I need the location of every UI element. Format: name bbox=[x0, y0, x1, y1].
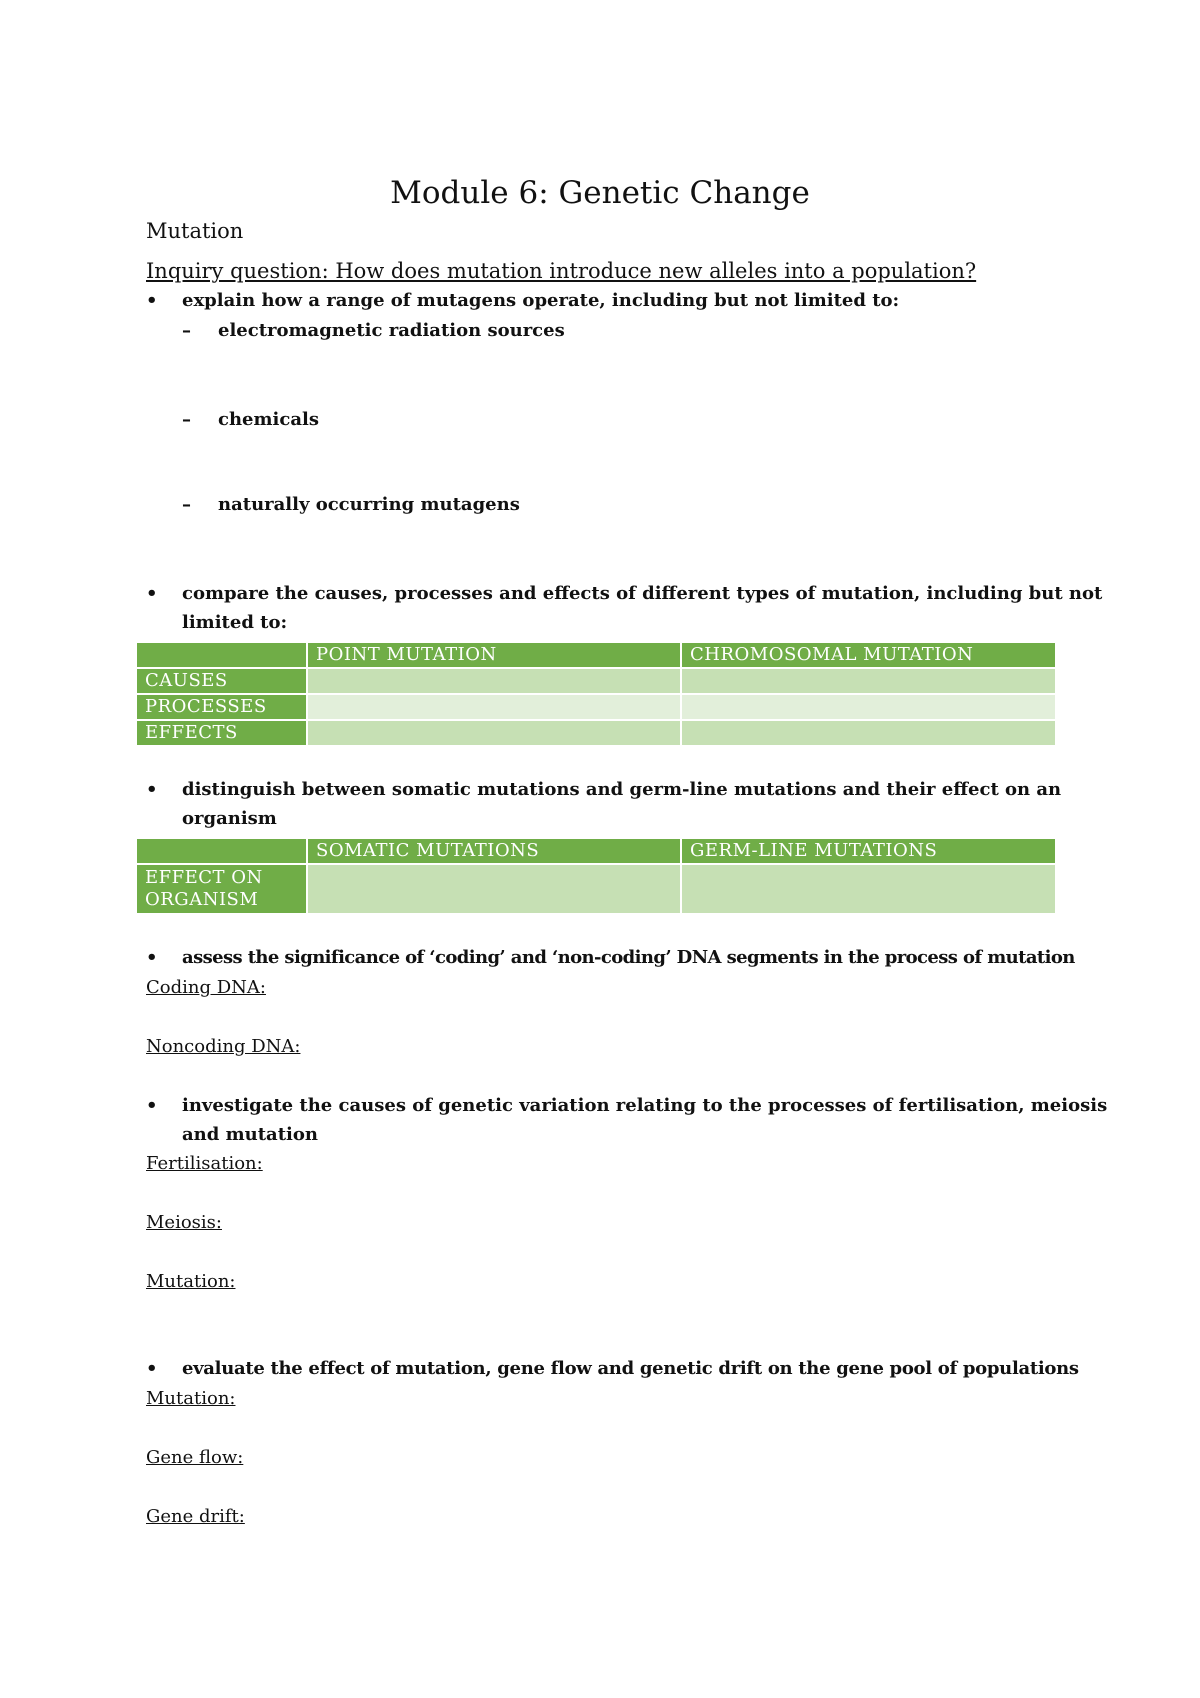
dash-icon: – bbox=[182, 320, 191, 341]
section-heading: Mutation bbox=[146, 219, 244, 243]
table-corner-cell bbox=[136, 642, 307, 668]
inquiry-question: Inquiry question: How does mutation introduce new alleles into a population? bbox=[146, 259, 977, 283]
sub-item-text: naturally occurring mutagens bbox=[218, 494, 520, 515]
table-row bbox=[136, 694, 1056, 720]
bullet-icon: • bbox=[146, 947, 158, 968]
table-cell[interactable] bbox=[307, 694, 681, 720]
bullet-text-cont: limited to: bbox=[182, 612, 288, 633]
noncoding-dna-label: Noncoding DNA: bbox=[146, 1036, 301, 1057]
page-title: Module 6: Genetic Change bbox=[390, 175, 810, 211]
bullet-text-cont: and mutation bbox=[182, 1124, 318, 1145]
gene-drift-label: Gene drift: bbox=[146, 1506, 245, 1527]
coding-dna-label: Coding DNA: bbox=[146, 977, 266, 998]
row-header bbox=[136, 864, 307, 914]
meiosis-label: Meiosis: bbox=[146, 1212, 222, 1233]
table-header-row bbox=[136, 838, 1056, 864]
dash-icon: – bbox=[182, 494, 191, 515]
row-header: PROCESSES bbox=[136, 694, 307, 720]
row-header-line: EFFECT ON bbox=[145, 867, 263, 888]
dash-icon: – bbox=[182, 409, 191, 430]
table-cell[interactable] bbox=[681, 864, 1056, 914]
bullet-text-cont: organism bbox=[182, 808, 277, 829]
sub-item-text: chemicals bbox=[218, 409, 319, 430]
somatic-germline-table bbox=[135, 837, 1057, 915]
bullet-icon: • bbox=[146, 779, 158, 800]
bullet-text: assess the significance of ‘coding’ and ‘non-coding’ DNA segments in the process of mutation bbox=[182, 947, 1075, 968]
bullet-text: evaluate the effect of mutation, gene flow and genetic drift on the gene pool of populations bbox=[182, 1358, 1079, 1379]
column-header: CHROMOSOMAL MUTATION bbox=[681, 642, 1056, 668]
table-row bbox=[136, 720, 1056, 746]
table-cell[interactable] bbox=[307, 668, 681, 694]
table-corner-cell bbox=[136, 838, 307, 864]
bullet-icon: • bbox=[146, 1095, 158, 1116]
bullet-icon: • bbox=[146, 1358, 158, 1379]
mutation-label: Mutation: bbox=[146, 1388, 236, 1409]
table-cell[interactable] bbox=[307, 864, 681, 914]
gene-flow-label: Gene flow: bbox=[146, 1447, 244, 1468]
bullet-icon: • bbox=[146, 583, 158, 604]
row-header: EFFECTS bbox=[136, 720, 307, 746]
table-cell[interactable] bbox=[681, 694, 1056, 720]
bullet-text: investigate the causes of genetic variation relating to the processes of fertilisation, meiosis bbox=[182, 1095, 1108, 1116]
column-header: GERM-LINE MUTATIONS bbox=[681, 838, 1056, 864]
table-header-row bbox=[136, 642, 1056, 668]
row-header: CAUSES bbox=[136, 668, 307, 694]
table-cell[interactable] bbox=[681, 720, 1056, 746]
bullet-text: distinguish between somatic mutations and germ-line mutations and their effect on an bbox=[182, 779, 1062, 800]
bullet-text: compare the causes, processes and effects of different types of mutation, including but not bbox=[182, 583, 1103, 604]
bullet-text: explain how a range of mutagens operate, including but not limited to: bbox=[182, 290, 900, 311]
column-header: SOMATIC MUTATIONS bbox=[307, 838, 681, 864]
bullet-icon: • bbox=[146, 290, 158, 311]
sub-item-text: electromagnetic radiation sources bbox=[218, 320, 565, 341]
mutation-label: Mutation: bbox=[146, 1271, 236, 1292]
fertilisation-label: Fertilisation: bbox=[146, 1153, 263, 1174]
row-header-line: ORGANISM bbox=[145, 889, 259, 910]
mutation-types-table bbox=[135, 641, 1057, 747]
column-header: POINT MUTATION bbox=[307, 642, 681, 668]
table-row bbox=[136, 668, 1056, 694]
table-cell[interactable] bbox=[681, 668, 1056, 694]
table-row bbox=[136, 864, 1056, 914]
table-cell[interactable] bbox=[307, 720, 681, 746]
